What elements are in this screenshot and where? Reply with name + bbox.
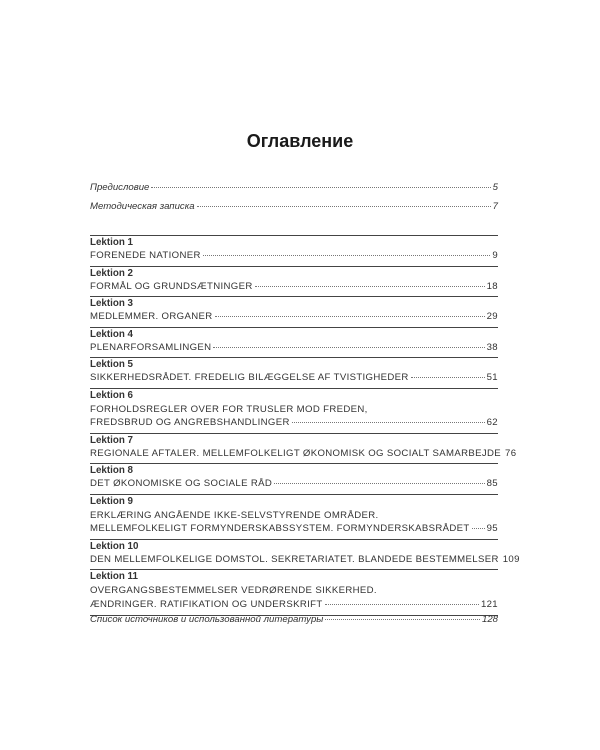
toc-entry[interactable] xyxy=(90,614,498,629)
lesson-block xyxy=(90,357,498,388)
dot-leader xyxy=(197,206,491,207)
dot-leader xyxy=(325,619,480,620)
toc-entry-title: Список источников и использованной литературы xyxy=(90,614,324,625)
toc-entry-title: FORMÅL OG GRUNDSÆTNINGER xyxy=(90,280,253,292)
dot-leader xyxy=(255,286,485,287)
lesson-title-line: FORHOLDSREGLER OVER FOR TRUSLER MOD FREDEN, xyxy=(90,403,368,415)
toc-entry-title: SIKKERHEDSRÅDET. FREDELIG BILÆGGELSE AF TVISTIGHEDER xyxy=(90,372,409,383)
lesson-label: Lektion 4 xyxy=(90,328,134,340)
toc-entry[interactable] xyxy=(90,342,498,357)
dot-leader xyxy=(411,377,485,378)
lesson-block xyxy=(90,388,498,433)
lesson-block xyxy=(90,494,498,539)
toc-entry[interactable] xyxy=(90,311,498,326)
toc-entry-page: 18 xyxy=(486,280,498,292)
toc-entry[interactable] xyxy=(90,201,498,220)
toc-entry-title: DEN MELLEMFOLKELIGE DOMSTOL. SEKRETARIATET. BLANDEDE BESTEMMELSER xyxy=(90,553,499,565)
toc-entry-title: FREDSBRUD OG ANGREBSHANDLINGER xyxy=(90,417,290,428)
lesson-block xyxy=(90,433,517,464)
toc-entry[interactable] xyxy=(90,599,498,614)
toc-entry-title: PLENARFORSAMLINGEN xyxy=(90,341,212,353)
toc-entry-page: 51 xyxy=(486,372,498,383)
toc-entry-title: Предисловие xyxy=(90,182,150,193)
toc-entry-title: Методическая записка xyxy=(90,201,195,212)
toc-entry-title: MEDLEMMER. ORGANER xyxy=(90,311,213,322)
lesson-label: Lektion 11 xyxy=(90,571,138,582)
toc-entry-page: 109 xyxy=(502,553,520,565)
dot-leader xyxy=(274,483,484,484)
toc-entry-page: 9 xyxy=(492,250,498,261)
toc-entry-title: FORENEDE NATIONER xyxy=(90,250,201,261)
toc-entry-page: 7 xyxy=(492,201,498,212)
lesson-block xyxy=(90,327,498,358)
toc-entry-page: 5 xyxy=(492,182,498,193)
toc-entry[interactable] xyxy=(90,417,498,432)
lesson-title-line: OVERGANGSBESTEMMELSER VEDRØRENDE SIKKERHED. xyxy=(90,585,377,596)
toc-entry-page: 95 xyxy=(486,523,498,534)
lesson-label: Lektion 5 xyxy=(90,359,134,370)
toc-entry[interactable] xyxy=(90,281,498,296)
dot-leader xyxy=(215,316,485,317)
lesson-label: Lektion 3 xyxy=(90,298,134,309)
lesson-label: Lektion 10 xyxy=(90,540,139,552)
toc-entry[interactable] xyxy=(90,447,517,463)
toc-entry-page: 76 xyxy=(505,447,517,459)
toc-entry[interactable] xyxy=(90,523,498,538)
dot-leader xyxy=(213,347,484,348)
dot-leader xyxy=(292,422,485,423)
lesson-block xyxy=(90,539,520,570)
dot-leader xyxy=(325,604,479,605)
toc-back-matter xyxy=(90,614,498,629)
page-title: Оглавление xyxy=(246,131,354,151)
toc-entry[interactable] xyxy=(90,372,498,387)
toc-front-matter xyxy=(90,182,498,220)
toc-entry[interactable] xyxy=(90,478,498,493)
toc-entry-page: 62 xyxy=(486,417,498,428)
toc-entry-title: DET ØKONOMISKE OG SOCIALE RÅD xyxy=(90,478,273,489)
toc-lessons xyxy=(90,235,520,614)
toc-entry-page: 121 xyxy=(480,598,498,610)
dot-leader xyxy=(151,187,490,188)
lesson-block xyxy=(90,463,498,494)
toc-entry-title: ÆNDRINGER. RATIFIKATION OG UNDERSKRIFT xyxy=(90,598,323,610)
lesson-block xyxy=(90,235,498,266)
lesson-label: Lektion 1 xyxy=(90,237,134,248)
toc-entry-title: MELLEMFOLKELIGT FORMYNDERSKABSSYSTEM. FORMYNDERSKABSRÅDET xyxy=(90,523,470,534)
toc-entry-page: 128 xyxy=(481,614,498,625)
toc-entry[interactable] xyxy=(90,182,498,201)
toc-entry[interactable] xyxy=(90,250,498,265)
toc-entry-title: REGIONALE AFTALER. MELLEMFOLKELIGT ØKONOMISK OG SOCIALT SAMARBEJDE xyxy=(90,447,502,459)
lesson-label: Lektion 8 xyxy=(90,465,134,476)
lesson-label: Lektion 2 xyxy=(90,267,134,279)
toc-entry-page: 29 xyxy=(486,311,498,322)
toc-entry-page: 85 xyxy=(486,478,498,489)
lesson-label: Lektion 6 xyxy=(90,389,134,401)
dot-leader xyxy=(203,255,491,256)
lesson-title-line: ERKLÆRING ANGÅENDE IKKE-SELVSTYRENDE OMRÅDER. xyxy=(90,509,379,521)
lesson-block xyxy=(90,266,498,297)
dot-leader xyxy=(472,528,485,529)
toc-entry-page: 38 xyxy=(486,341,498,353)
lesson-label: Lektion 9 xyxy=(90,495,134,507)
lesson-block xyxy=(90,569,498,614)
lesson-block xyxy=(90,296,498,327)
toc-entry[interactable] xyxy=(90,553,520,569)
lesson-label: Lektion 7 xyxy=(90,434,134,446)
